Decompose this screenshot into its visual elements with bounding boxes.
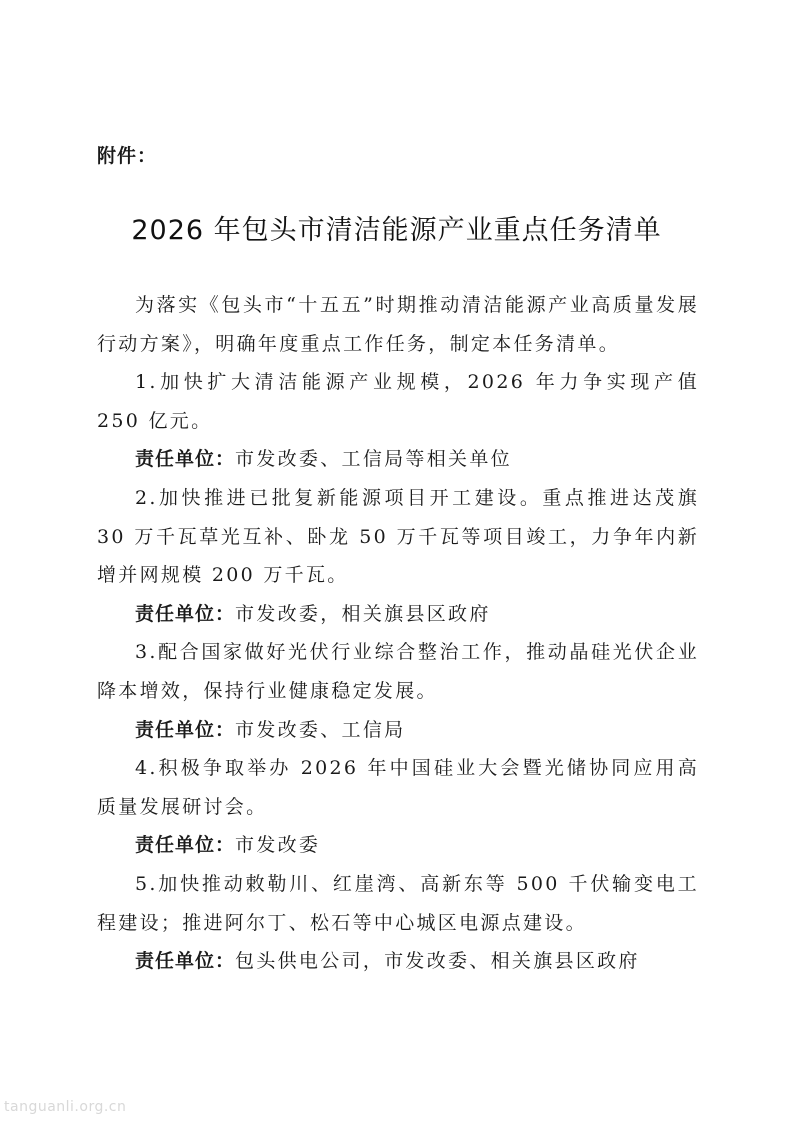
responsibility-label: 责任单位： [135,602,236,625]
responsibility-units: 市发改委，相关旗县区政府 [235,602,491,625]
task-1-responsibility [97,440,699,479]
responsibility-units: 包头供电公司，市发改委、相关旗县区政府 [235,950,640,973]
task-1: 1.加快扩大清洁能源产业规模，2026 年力争实现产值 250 亿元。 [97,371,699,432]
responsibility-label: 责任单位： [135,718,236,741]
responsibility-units: 市发改委、工信局 [235,718,406,741]
task-4-responsibility [97,826,699,865]
task-5-responsibility [97,942,699,981]
task-2: 2.加快推进已批复新能源项目开工建设。重点推进达茂旗 30 万千瓦草光互补、卧龙 50 万千瓦等项目竣工，力争年内新增并网规模 200 万千瓦。 [97,486,699,587]
intro-paragraph: 为落实《包头市“十五五”时期推动清洁能源产业高质量发展行动方案》，明确年度重点工作任务，制定本任务清单。 [97,294,699,355]
task-4: 4.积极争取举办 2026 年中国硅业大会暨光储协同应用高质量发展研讨会。 [97,757,699,818]
document-body [97,286,699,981]
task-5: 5.加快推动敕勒川、红崖湾、高新东等 500 千伏输变电工程建设；推进阿尔丁、松石等中心城区电源点建设。 [97,872,699,934]
responsibility-label: 责任单位： [135,834,236,857]
task-2-responsibility [97,595,699,634]
responsibility-units: 市发改委、工信局等相关单位 [235,448,512,471]
responsibility-label: 责任单位： [135,448,236,471]
document-title: 2026 年包头市清洁能源产业重点任务清单 [131,215,662,246]
task-3-responsibility [97,711,699,750]
attachment-label: 附件： [97,145,158,167]
responsibility-units: 市发改委 [235,834,321,857]
responsibility-label: 责任单位： [135,950,236,973]
task-3: 3.配合国家做好光伏行业综合整治工作，推动晶硅光伏企业降本增效，保持行业健康稳定发展。 [97,641,699,702]
watermark: tanguanli.org.cn [4,1099,127,1115]
